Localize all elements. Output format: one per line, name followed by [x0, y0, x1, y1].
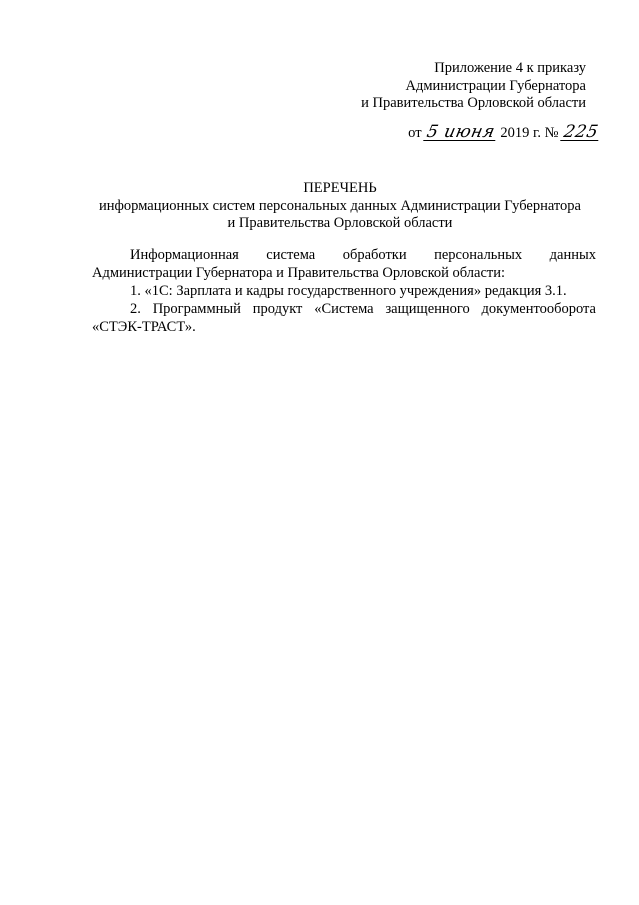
date-year: 2019 г. №: [500, 125, 559, 141]
order-date-line: [330, 122, 600, 144]
handwritten-date: 5 июня: [425, 122, 497, 142]
document-body: [92, 246, 596, 336]
document-title-block: [80, 180, 600, 233]
document-subtitle-2: и Правительства Орловской области: [227, 215, 453, 231]
approval-line-1: Приложение 4 к приказу: [434, 60, 586, 76]
handwritten-order-number: 225: [562, 122, 601, 142]
approval-line-3: и Правительства Орловской области: [361, 95, 586, 111]
list-item-1: 1. «1С: Зарплата и кадры государственного учреждения» редакция 3.1.: [130, 283, 567, 299]
approval-line-2: Администрации Губернатора: [405, 77, 586, 94]
approval-block: [330, 60, 586, 113]
list-item-2: 2. Программный продукт «Система защищенного документооборота «СТЭК-ТРАСТ».: [92, 301, 596, 335]
document-heading: ПЕРЕЧЕНЬ: [303, 180, 377, 196]
document-subtitle-1: информационных систем персональных данных Администрации Губернатора: [99, 197, 581, 214]
date-prefix: от: [408, 125, 422, 141]
intro-paragraph: Информационная система обработки персональных данных Администрации Губернатора и Правительства Орловской области:: [92, 247, 596, 281]
